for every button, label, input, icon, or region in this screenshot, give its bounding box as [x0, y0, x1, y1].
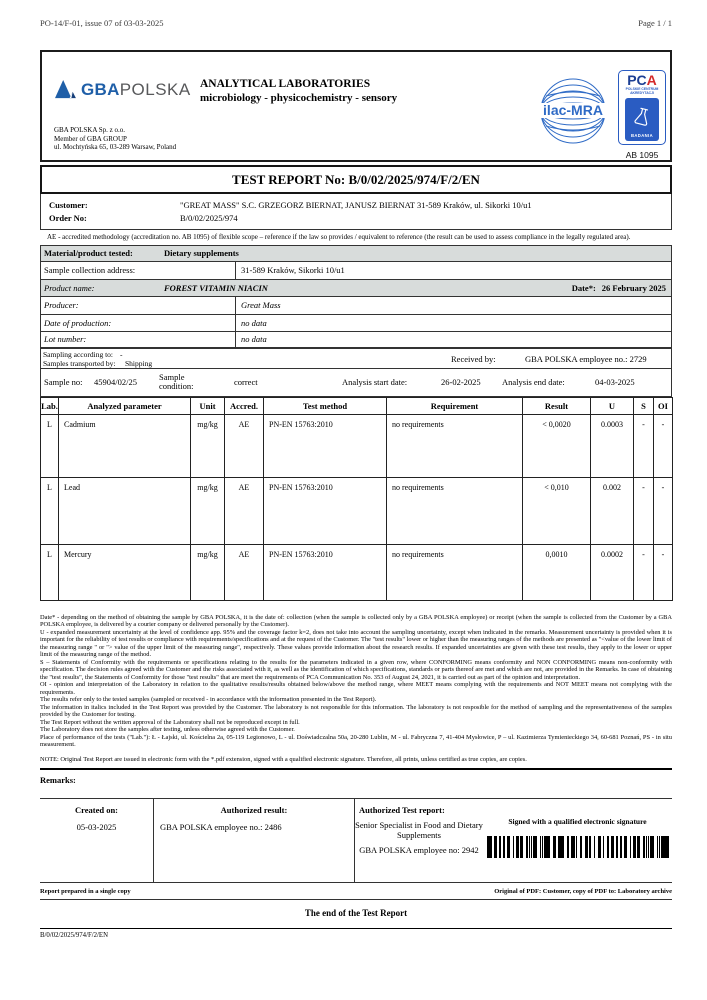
gba-triangle-icon	[54, 80, 76, 100]
authorized-report-role: Senior Specialist in Food and Dietary Supplements	[355, 820, 483, 841]
material-value: Dietary supplements	[164, 248, 239, 259]
authorized-result-label: Authorized result:	[220, 805, 288, 816]
authorized-report-left	[355, 805, 483, 882]
pca-subtitle-line: AKREDYTACJI	[630, 91, 654, 95]
address-line: ul. Mochtyńska 65, 03-289 Warsaw, Poland	[54, 143, 177, 152]
col-header-u: U	[591, 397, 634, 414]
authorized-report-cell	[355, 799, 672, 882]
cell-lab: L	[41, 414, 59, 477]
product-name-value: FOREST VITAMIN NIACIN	[164, 282, 268, 293]
cell-oi: -	[654, 477, 673, 544]
sample-condition-label: Sample condition:	[159, 372, 194, 392]
pca-accreditation-logo	[618, 70, 666, 160]
order-label: Order No:	[49, 213, 87, 223]
sampling-according-label: Sampling according to:	[43, 349, 113, 359]
cell-result: < 0,010	[523, 477, 591, 544]
cell-method: PN-EN 15763:2010	[264, 544, 387, 600]
signature-barcode	[487, 836, 669, 858]
received-by-label: Received by:	[451, 353, 496, 364]
pca-badania-label: BADANIA	[630, 133, 654, 138]
analysis-start-label: Analysis start date:	[342, 377, 408, 388]
analysis-end-value: 04-03-2025	[595, 377, 635, 388]
doc-reference: PO-14/F-01, issue 07 of 03-03-2025	[40, 18, 164, 28]
customer-section	[40, 194, 672, 230]
cell-requirement: no requirements	[387, 414, 523, 477]
pca-letter-a: A	[646, 72, 657, 88]
product-info-table	[40, 245, 672, 348]
sampling-section	[40, 348, 672, 368]
accreditation-number: AB 1095	[625, 150, 659, 160]
cell-oi: -	[654, 414, 673, 477]
report-body	[40, 50, 672, 939]
analysis-start-value: 26-02-2025	[441, 377, 481, 388]
col-header-oi: OI	[654, 397, 673, 414]
cell-u: 0.002	[591, 477, 634, 544]
col-header-result: Result	[523, 397, 591, 414]
lab-title-block	[200, 78, 397, 104]
cell-u: 0.0002	[591, 544, 634, 600]
sample-info-row	[40, 368, 672, 397]
footnote: S – Statements of Conformity with the requirements or specifications relating to the results for the parameters indicated in a given row, where CONFORMING means conformity and NON CONFORMING means non-conformity with specification. The decision rules agreed with the Customer and the risks associated with it, as well as the identification of which specifications, standards or parts thereof are met and which are not, are provided in the Remarks. In case of obtaining the "test results", the Statements of Conformity for those "test results" that are meet the requirements of PCA Communication No. 353 of August 24, 2021, it is carried out as part of the opinion and interpretation.	[40, 658, 672, 681]
remarks-label: Remarks:	[40, 775, 76, 786]
authorized-result-value: GBA POLSKA employee no.: 2486	[160, 822, 282, 833]
footnote: OI - opinion and interpretation of the Laboratory in relation to the qualitative results/results obtained below/above the method range, where MEET means complying with the requirements and NOT MEET means not complying with the requirements.	[40, 681, 672, 696]
cell-lab: L	[41, 477, 59, 544]
analysis-end-label: Analysis end date:	[502, 377, 565, 388]
table-row	[41, 477, 673, 544]
sample-condition-value: correct	[234, 377, 258, 388]
product-name-row	[41, 279, 671, 296]
sample-date-value: 26 February 2025	[601, 282, 666, 293]
letterhead	[40, 50, 672, 162]
col-header-requirement: Requirement	[387, 397, 523, 414]
production-date-value: no data	[241, 317, 267, 328]
authorized-result-cell	[154, 799, 355, 882]
cell-s: -	[634, 414, 654, 477]
gba-polska-logo	[54, 80, 191, 100]
cell-oi: -	[654, 544, 673, 600]
col-header-unit: Unit	[191, 397, 225, 414]
cell-parameter: Lead	[59, 477, 191, 544]
sample-date	[572, 283, 671, 293]
col-header-method: Test method	[264, 397, 387, 414]
created-on-cell	[40, 799, 154, 882]
table-row	[41, 544, 673, 600]
lab-address	[54, 126, 176, 152]
collection-address-label: Sample collection address:	[41, 262, 236, 279]
order-value: B/0/02/2025/974	[180, 213, 238, 223]
sample-date-label: Date*:	[571, 282, 596, 293]
page-number: Page 1 / 1	[638, 18, 672, 28]
authorization-table	[40, 798, 672, 883]
authorized-report-label: Authorized Test report:	[359, 805, 445, 816]
created-on-label: Created on:	[74, 805, 119, 816]
material-label: Material/product tested:	[44, 248, 133, 259]
pca-subtitle	[620, 87, 664, 95]
end-of-report: The end of the Test Report	[304, 908, 408, 919]
customer-label: Customer:	[49, 200, 88, 210]
cell-result: 0,0010	[523, 544, 591, 600]
lab-subtitle: microbiology - physicochemistry - sensory	[200, 92, 398, 104]
lab-title: ANALYTICAL LABORATORIES	[200, 78, 371, 90]
lot-number-row	[41, 331, 671, 347]
cell-requirement: no requirements	[387, 477, 523, 544]
pca-letters-pc: PC	[627, 72, 647, 88]
material-row	[41, 246, 671, 261]
distribution-row	[40, 885, 672, 900]
production-date-label: Date of production:	[41, 315, 236, 331]
created-on-value: 05-03-2025	[76, 822, 117, 833]
cell-parameter: Cadmium	[59, 414, 191, 477]
cell-unit: mg/kg	[191, 414, 225, 477]
producer-row	[41, 296, 671, 314]
lot-number-label: Lot number:	[41, 332, 236, 347]
bottom-reference: B/0/02/2025/974/F/2/EN	[40, 932, 108, 940]
pca-box	[618, 70, 666, 145]
distribution-note: Original of PDF: Customer, copy of PDF to: Laboratory archive	[494, 888, 672, 896]
customer-row	[41, 199, 671, 212]
results-header-row	[41, 397, 673, 414]
pca-letters	[620, 73, 664, 87]
cell-accred: AE	[225, 544, 264, 600]
col-header-lab: Lab.	[41, 397, 59, 414]
sampling-according-value: -	[120, 349, 123, 359]
ae-accreditation-note: AE - accredited methodology (accreditation no. AB 1095) of flexible scope – reference if the law so provides / equivalent to reference (the result can be used to assess compliance in the legally regulated area).	[47, 233, 631, 241]
footnotes	[40, 614, 672, 764]
samples-transport-value: Shipping	[125, 358, 153, 368]
footnote: The Test Report without the written approval of the Laboratory shall not be reproduced except in full.	[40, 718, 300, 726]
cell-method: PN-EN 15763:2010	[264, 477, 387, 544]
sample-no-value: 45904/02/25	[94, 377, 137, 388]
producer-label: Producer:	[41, 297, 236, 314]
cell-unit: mg/kg	[191, 477, 225, 544]
signature-note: Signed with a qualified electronic signature	[508, 817, 647, 827]
table-row	[41, 414, 673, 477]
report-title: TEST REPORT No: B/0/02/2025/974/F/2/EN	[40, 165, 672, 194]
footnote: U - expanded measurement uncertainty at the level of confidence app. 95% and the coverage factor k=2, does not take into account the sampling uncertainty, except when indicated in the remarks. Measurement uncertainty is provided when it is important for the reliability of test results or compliance with requirements/specifications and at the request of the Customer. The "test results" lower or higher than the measuring ranges of the methods are presented as "<value of the lower limit of the measuring range " or "> value of the upper limit of the measuring range", respectively. These values provide information about the research results. If expanded uncertainties are given with these test results, they apply to the lower or upper limit of the measuring range of the method.	[40, 628, 672, 659]
sample-no-label: Sample no:	[44, 377, 83, 388]
results-table	[40, 397, 673, 601]
cell-s: -	[634, 477, 654, 544]
product-name-label: Product name:	[44, 282, 95, 293]
col-header-accred: Accred.	[225, 397, 264, 414]
collection-address-value: 31-589 Kraków, Sikorki 10/u1	[241, 265, 345, 276]
address-line: GBA POLSKA Sp. z o.o.	[54, 126, 125, 134]
logo-text-polska: POLSKA	[119, 80, 191, 99]
footnote: The results refer only to the tested samples (sampled or received - in accordance with the information presented in the Test Report).	[40, 696, 377, 704]
received-by-value: GBA POLSKA employee no.: 2729	[525, 353, 647, 364]
customer-value: "GREAT MASS" S.C. GRZEGORZ BIERNAT, JANUSZ BIERNAT 31-589 Kraków, ul. Sikorki 10/u1	[180, 200, 532, 210]
page-meta	[40, 18, 672, 28]
production-date-row	[41, 314, 671, 331]
ilac-mra-logo-icon	[538, 76, 608, 151]
cell-lab: L	[41, 544, 59, 600]
col-header-s: S	[634, 397, 654, 414]
pca-subtitle-line: POLSKIE CENTRUM	[625, 87, 659, 91]
collection-address-row	[41, 261, 671, 279]
lot-number-value: no data	[241, 334, 267, 345]
svg-text:ilac-MRA: ilac-MRA	[543, 102, 603, 118]
col-header-parameter: Analyzed parameter	[59, 397, 191, 414]
footnote: Place of performance of the tests ("Lab."): Ł - Łajski, ul. Kościelna 2a, 05-119 Legionowo, L - ul. Doświadczalna 50a, 20-280 Lublin, M - ul. Fabryczna 7, 41-404 Mysłowice, P – ul. Kazimierza Tymienieckiego 34, 60-681 Poznań, PS - in situ measurement.	[40, 733, 672, 749]
cell-u: 0.0003	[591, 414, 634, 477]
cell-accred: AE	[225, 477, 264, 544]
cell-requirement: no requirements	[387, 544, 523, 600]
prepared-note: Report prepared in a single copy	[40, 888, 131, 896]
separator-line	[40, 768, 672, 770]
cell-unit: mg/kg	[191, 544, 225, 600]
footnote: The Laboratory does not store the samples after testing, unless otherwise agreed with the Customer.	[40, 726, 295, 734]
cell-result: < 0,0020	[523, 414, 591, 477]
producer-value: Great Mass	[241, 300, 281, 311]
footnote: Date* - depending on the method of obtaining the sample by GBA POLSKA, it is the date of: collection (when the sample is collected only by a GBA POLSKA employee) or receipt (when the sample is collected from the Customer by a GBA POLSKA employee, is delivered by a courier company or delivered personally by the Customer).	[40, 613, 672, 629]
address-line: Member of GBA GROUP	[54, 134, 127, 143]
cell-parameter: Mercury	[59, 544, 191, 600]
cell-accred: AE	[225, 414, 264, 477]
footnote-note: NOTE: Original Test Report are issued in electronic form with the *.pdf extension, signed with a qualified electronic signature. Therefore, all prints, unless certified as true copies, are copies.	[40, 755, 527, 763]
flask-icon	[632, 107, 652, 129]
samples-transport-label: Samples transported by:	[43, 358, 116, 368]
authorized-report-employee: GBA POLSKA employee no: 2942	[359, 845, 479, 856]
cell-s: -	[634, 544, 654, 600]
cell-method: PN-EN 15763:2010	[264, 414, 387, 477]
order-row	[41, 212, 671, 225]
footnote: The information in italics included in the Test Report was provided by the Customer. The laboratory is not responsible for this information. The laboratory is not resposible for the method of sampling and the representativeness of the samples provided by the Customer for testing.	[40, 703, 672, 719]
logo-text-gba: GBA	[81, 80, 120, 99]
pca-badge	[625, 98, 659, 141]
signature-area	[483, 805, 672, 882]
